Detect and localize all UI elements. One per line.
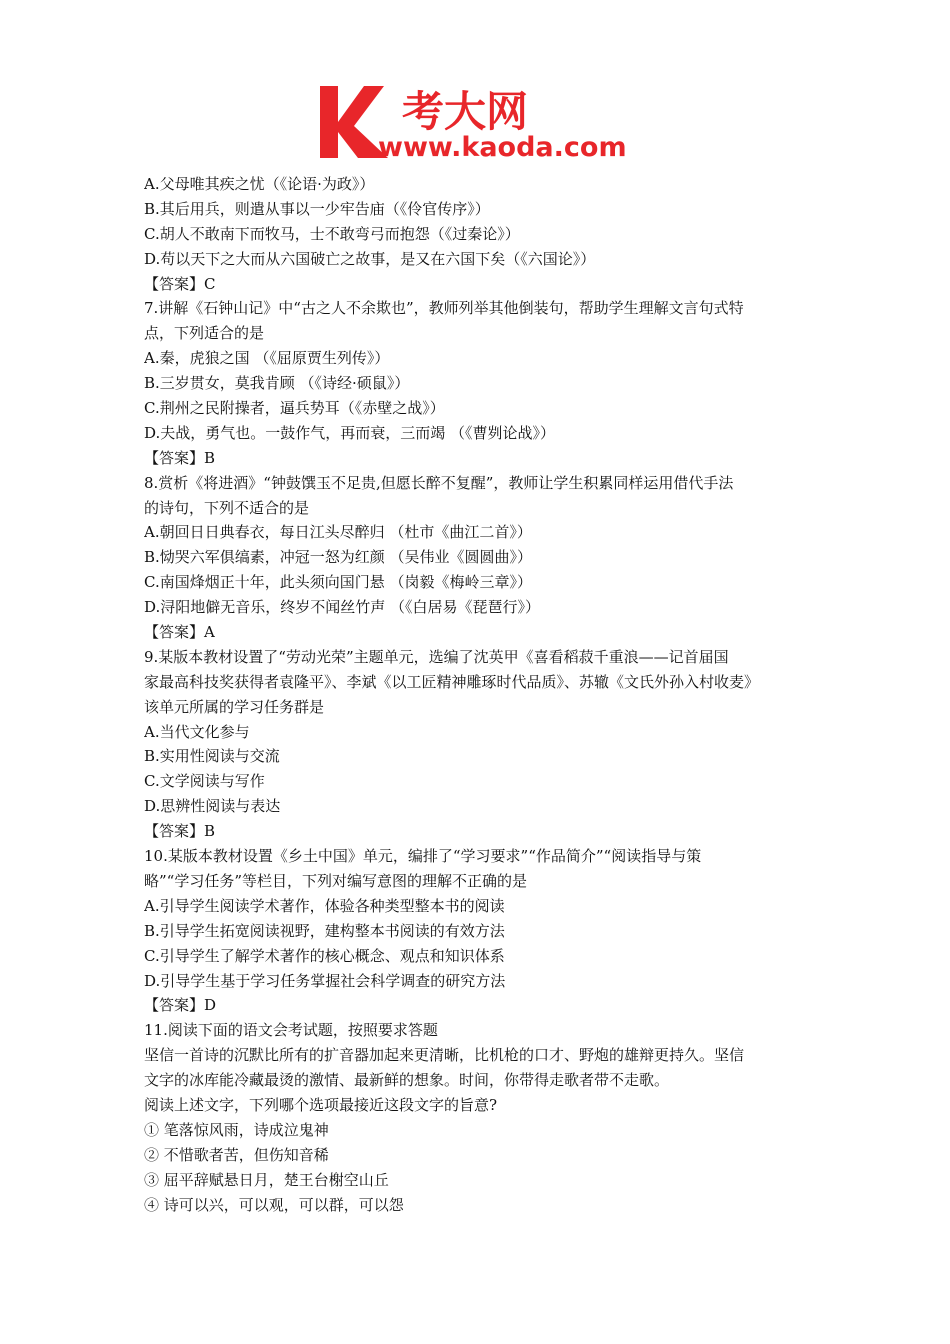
text-line: B.三岁贯女，莫我肯顾 （《诗经·硕鼠》）	[144, 374, 410, 393]
answer-line: 【答案】B	[144, 448, 216, 467]
text-line: 9.某版本教材设置了“劳动光荣”主题单元，选编了沈英甲《喜看稻菽千重浪——记首届国	[144, 647, 729, 666]
text-line: 的诗句，下列不适合的是	[144, 498, 310, 517]
text-line: ① 笔落惊风雨，诗成泣鬼神	[144, 1120, 329, 1139]
text-line: 7.讲解《石钟山记》中“古之人不余欺也”，教师列举其他倒装句，帮助学生理解文言句式特	[144, 299, 744, 318]
text-line: D.引导学生基于学习任务掌握社会科学调查的研究方法	[144, 971, 506, 990]
text-line: 坚信一首诗的沉默比所有的扩音器加起来更清晰，比机枪的口才、野炮的雄辩更持久。坚信	[144, 1046, 745, 1065]
text-line: C.引导学生了解学术著作的核心概念、观点和知识体系	[144, 946, 505, 965]
text-line: 点，下列适合的是	[144, 324, 265, 343]
text-line: C.南国烽烟正十年，此头须向国门悬 （岗毅《梅岭三章》）	[144, 573, 532, 592]
text-line: 10.某版本教材设置《乡土中国》单元，编排了“学习要求”“作品简介”“阅读指导与策	[144, 847, 702, 866]
kaoda-logo-graphic	[318, 84, 638, 162]
answer-line: 【答案】D	[144, 996, 217, 1015]
exam-content	[144, 172, 814, 1217]
text-line: 略”“学习任务”等栏目，下列对编写意图的理解不正确的是	[144, 871, 528, 890]
text-line: 文字的冰库能冷藏最烫的激情、最新鲜的想象。时间，你带得走歌者带不走歌。	[144, 1071, 670, 1090]
text-line: B.实用性阅读与交流	[144, 747, 280, 766]
text-line: C.文学阅读与写作	[144, 772, 265, 791]
answer-line: 【答案】A	[144, 623, 215, 642]
text-line: C.荆州之民附操者，逼兵势耳（《赤壁之战》）	[144, 399, 445, 418]
text-line: ③ 屈平辞赋悬日月，楚王台榭空山丘	[144, 1170, 389, 1189]
text-line: D.夫战，勇气也。一鼓作气，再而衰，三而竭 （《曹刿论战》）	[144, 423, 556, 442]
text-line: A.秦，虎狼之国 （《屈原贾生列传》）	[144, 349, 390, 368]
logo-brand-text: 考大网	[402, 87, 529, 136]
text-line: B.恸哭六军俱缟素，冲冠一怒为红颜 （吴伟业《圆圆曲》）	[144, 548, 533, 567]
text-line: A.当代文化参与	[144, 722, 250, 741]
text-line: D.浔阳地僻无音乐，终岁不闻丝竹声 （《白居易《琵琶行》）	[144, 598, 541, 617]
text-line: A.引导学生阅读学术著作，体验各种类型整本书的阅读	[144, 896, 505, 915]
text-line: 8.赏析《将进酒》“钟鼓馔玉不足贵,但愿长醉不复醒”，教师让学生积累同样运用借代手法	[144, 473, 734, 492]
text-line: D.苟以天下之大而从六国破亡之故事，是又在六国下矣（《六国论》）	[144, 249, 596, 268]
text-line: ② 不惜歌者苦，但伤知音稀	[144, 1145, 329, 1164]
text-line: ④ 诗可以兴，可以观，可以群，可以怨	[144, 1195, 404, 1214]
text-line: A.朝回日日典春衣，每日江头尽醉归 （杜市《曲江二首》）	[144, 523, 532, 542]
text-line: 家最高科技奖获得者袁隆平》、李斌《以工匠精神雕琢时代品质》、苏辙《文氏外孙入村收麦》	[144, 672, 760, 691]
text-line: B.引导学生拓宽阅读视野，建构整本书阅读的有效方法	[144, 921, 505, 940]
text-line: 该单元所属的学习任务群是	[144, 697, 325, 716]
text-line: A.父母唯其疾之忧（《论语·为政》）	[144, 175, 375, 193]
text-line: B.其后用兵，则遣从事以一少牢告庙（《伶官传序》）	[144, 199, 490, 218]
answer-line: 【答案】B	[144, 822, 216, 841]
answer-line: 【答案】C	[144, 274, 216, 293]
text-line: C.胡人不敢南下而牧马，士不敢弯弓而抱怨（《过秦论》）	[144, 224, 520, 243]
text-line: 11.阅读下面的语文会考试题，按照要求答题	[144, 1021, 438, 1040]
text-line: D.思辨性阅读与表达	[144, 797, 281, 816]
text-line: 阅读上述文字，下列哪个选项最接近这段文字的旨意?	[144, 1095, 498, 1114]
logo-url-text: www.kaoda.com	[378, 132, 627, 162]
kaoda-logo	[318, 84, 638, 162]
